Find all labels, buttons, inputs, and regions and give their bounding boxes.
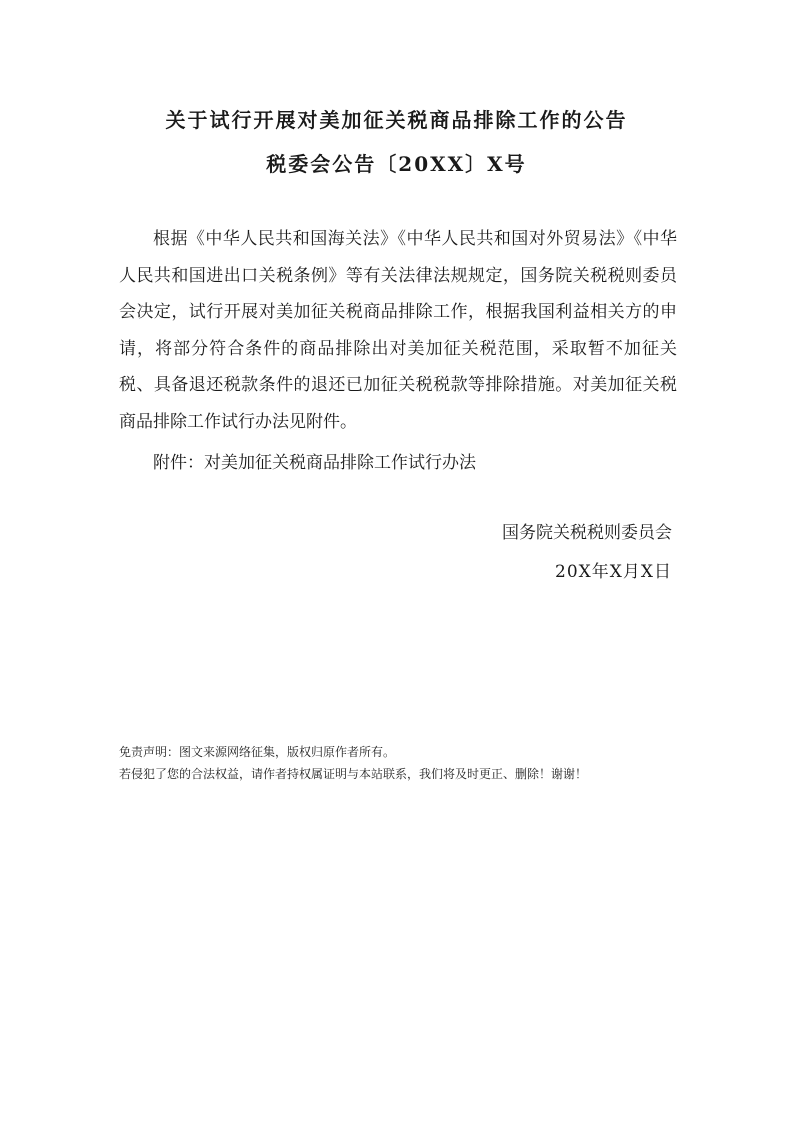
signature-organization: 国务院关税税则委员会	[502, 523, 672, 543]
signature-date: 20X年X月X日	[555, 562, 672, 582]
document-title: 关于试行开展对美加征关税商品排除工作的公告	[165, 108, 628, 132]
body-paragraph: 根据《中华人民共和国海关法》《中华人民共和国对外贸易法》《中华人民共和国进出口关税条例》等有关法律法规规定，国务院关税税则委员会决定，试行开展对美加征关税商品排除工作，根据我国利益相关方的申请，将部分符合条件的商品排除出对美加征关税范围，采取暂不加征关税、具备退还税款条件的退还已加征关税税款等排除措施。对美加征关税商品排除工作试行办法见附件。	[119, 229, 677, 432]
disclaimer-line-1: 免责声明：图文来源网络征集，版权归原作者所有。	[119, 745, 396, 759]
disclaimer-line-2: 若侵犯了您的合法权益，请作者持权属证明与本站联系，我们将及时更正、删除！谢谢！	[119, 767, 588, 781]
document-number: 税委会公告〔20XX〕X号	[266, 152, 527, 176]
attachment-line: 附件：对美加征关税商品排除工作试行办法	[153, 453, 476, 473]
